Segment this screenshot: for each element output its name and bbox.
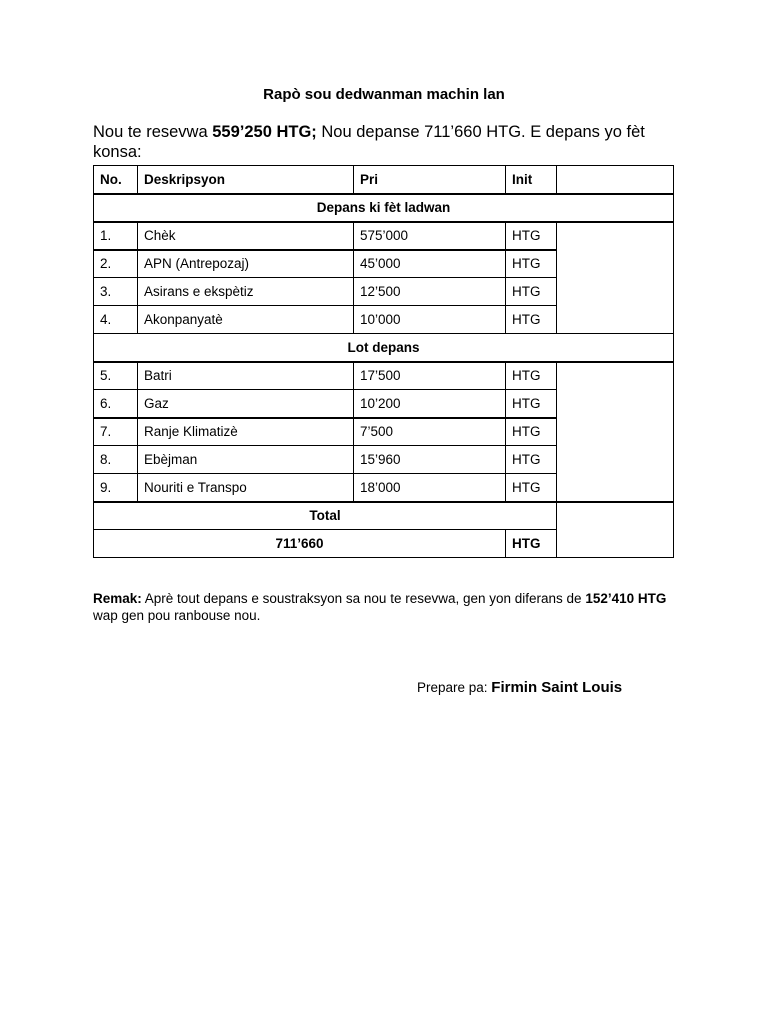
row-no: 7.: [94, 418, 138, 446]
merged-empty-cell: [557, 362, 674, 502]
merged-empty-cell: [557, 222, 674, 334]
header-no: No.: [94, 166, 138, 194]
row-price: 575’000: [354, 222, 506, 250]
section-row-other: [94, 334, 674, 362]
merged-empty-cell: [557, 502, 674, 558]
row-price: 15’960: [354, 446, 506, 474]
received-amount: 559’250 HTG;: [212, 123, 317, 141]
row-description: APN (Antrepozaj): [138, 250, 354, 278]
total-label-row: [94, 502, 674, 530]
row-unit: HTG: [506, 446, 557, 474]
header-description: Deskripsyon: [138, 166, 354, 194]
row-unit: HTG: [506, 278, 557, 306]
remark-amount: 152’410 HTG: [585, 591, 667, 606]
row-unit: HTG: [506, 362, 557, 390]
row-price: 12’500: [354, 278, 506, 306]
table-row: [94, 222, 674, 250]
row-description: Ranje Klimatizè: [138, 418, 354, 446]
row-description: Asirans e ekspètiz: [138, 278, 354, 306]
row-no: 3.: [94, 278, 138, 306]
row-description: Batri: [138, 362, 354, 390]
intro-text-start: Nou te resevwa: [93, 123, 213, 141]
row-price: 45’000: [354, 250, 506, 278]
row-no: 2.: [94, 250, 138, 278]
intro-text-end: Nou depanse 711’660 HTG. E depans yo fèt konsa:: [93, 123, 645, 161]
row-description: Ebèjman: [138, 446, 354, 474]
total-label: Total: [94, 502, 557, 530]
row-price: 10’000: [354, 306, 506, 334]
row-unit: HTG: [506, 250, 557, 278]
row-no: 6.: [94, 390, 138, 418]
total-value: 711’660: [94, 530, 506, 558]
remark-paragraph: [93, 590, 683, 624]
row-no: 1.: [94, 222, 138, 250]
section-title-other: Lot depans: [94, 334, 674, 362]
row-unit: HTG: [506, 474, 557, 502]
row-no: 5.: [94, 362, 138, 390]
row-price: 10’200: [354, 390, 506, 418]
row-unit: HTG: [506, 306, 557, 334]
row-no: 9.: [94, 474, 138, 502]
row-description: Nouriti e Transpo: [138, 474, 354, 502]
prepared-by: [417, 679, 622, 696]
preparer-name: Firmin Saint Louis: [491, 679, 623, 696]
section-row-customs: [94, 194, 674, 222]
row-description: Gaz: [138, 390, 354, 418]
section-title-customs: Depans ki fèt ladwan: [94, 194, 674, 222]
row-unit: HTG: [506, 222, 557, 250]
row-description: Akonpanyatè: [138, 306, 354, 334]
row-description: Chèk: [138, 222, 354, 250]
row-price: 7’500: [354, 418, 506, 446]
table-row: [94, 362, 674, 390]
row-price: 17’500: [354, 362, 506, 390]
header-unit: Init: [506, 166, 557, 194]
remark-label: Remak:: [93, 591, 142, 606]
header-price: Pri: [354, 166, 506, 194]
row-no: 4.: [94, 306, 138, 334]
row-unit: HTG: [506, 390, 557, 418]
prepared-by-label: Prepare pa:: [417, 680, 492, 695]
table-header-row: [94, 166, 674, 194]
total-unit: HTG: [506, 530, 557, 558]
remark-text-end: wap gen pou ranbouse nou.: [93, 608, 261, 623]
intro-paragraph: [93, 122, 683, 162]
row-no: 8.: [94, 446, 138, 474]
row-price: 18’000: [354, 474, 506, 502]
expense-table: [93, 165, 674, 558]
document-title: Rapò sou dedwanman machin lan: [263, 86, 505, 103]
remark-text-start: Aprè tout depans e soustraksyon sa nou te resevwa, gen yon diferans de: [141, 591, 586, 606]
row-unit: HTG: [506, 418, 557, 446]
header-empty: [557, 166, 674, 194]
